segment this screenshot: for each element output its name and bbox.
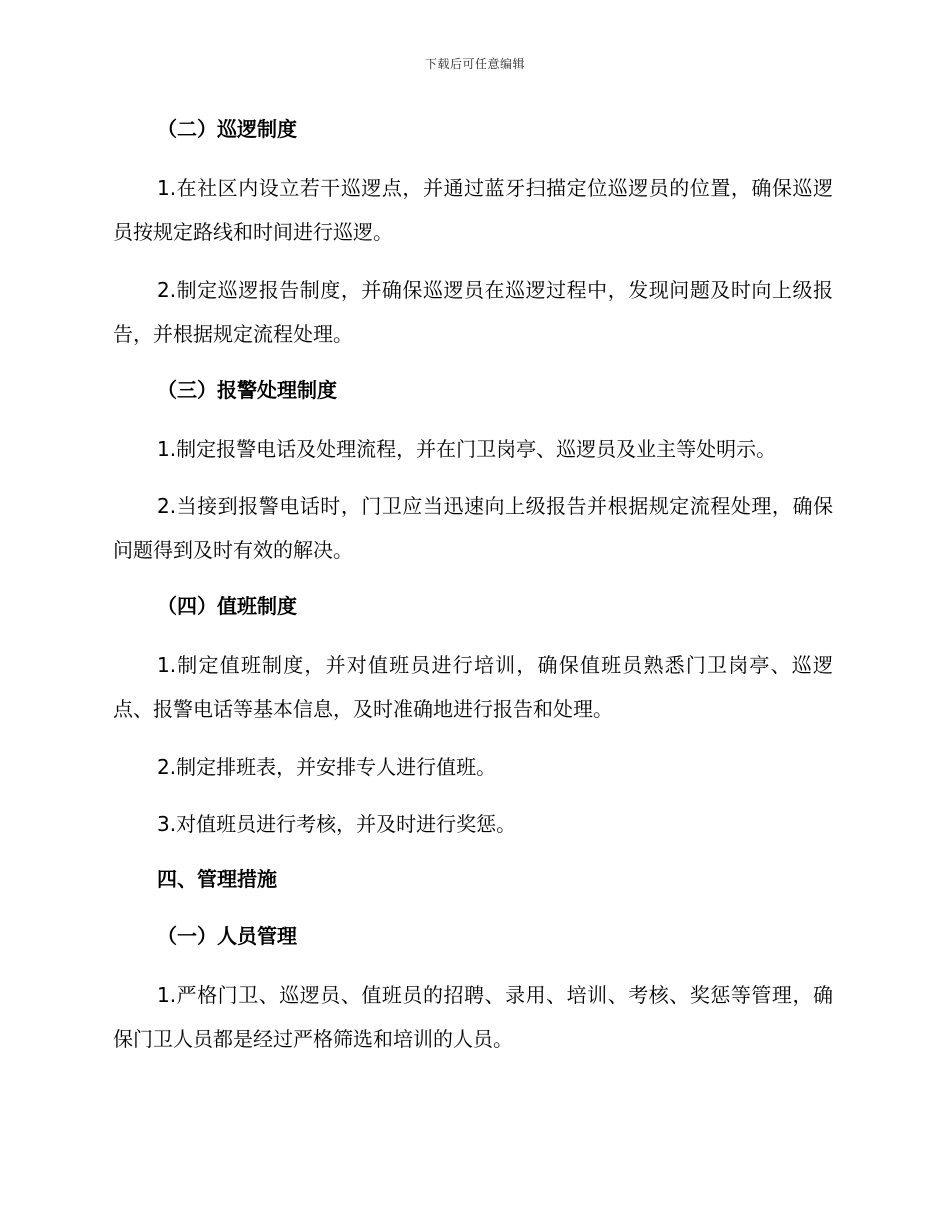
- paragraph-duty-1: 1.制定值班制度，并对值班员进行培训，确保值班员熟悉门卫岗亭、巡逻点、报警电话等基本信息，及时准确地进行报告和处理。: [113, 653, 833, 721]
- paragraph-alarm-1: 1.制定报警电话及处理流程，并在门卫岗亭、巡逻员及业主等处明示。: [157, 437, 777, 461]
- section-heading-patrol: （二）巡逻制度: [157, 117, 297, 141]
- paragraph-personnel-1: 1.严格门卫、巡逻员、值班员的招聘、录用、培训、考核、奖惩等管理，确保门卫人员都是经过严格筛选和培训的人员。: [113, 983, 833, 1051]
- paragraph-patrol-1: 1.在社区内设立若干巡逻点，并通过蓝牙扫描定位巡逻员的位置，确保巡逻员按规定路线和时间进行巡逻。: [113, 176, 833, 244]
- document-body: [113, 109, 833, 1075]
- section-heading-duty: （四）值班制度: [157, 594, 297, 618]
- page-header-note: 下载后可任意编辑: [424, 57, 525, 71]
- paragraph-duty-3: 3.对值班员进行考核，并及时进行奖惩。: [157, 812, 517, 836]
- paragraph-duty-2: 2.制定排班表，并安排专人进行值班。: [157, 755, 497, 779]
- chapter-heading-management: 四、管理措施: [157, 867, 277, 891]
- paragraph-alarm-2: 2.当接到报警电话时，门卫应当迅速向上级报告并根据规定流程处理，确保问题得到及时有效的解决。: [113, 494, 833, 562]
- section-heading-alarm: （三）报警处理制度: [157, 378, 337, 402]
- section-heading-personnel: （一）人员管理: [157, 924, 297, 948]
- paragraph-patrol-2: 2.制定巡逻报告制度，并确保巡逻员在巡逻过程中，发现问题及时向上级报告，并根据规定流程处理。: [113, 278, 833, 346]
